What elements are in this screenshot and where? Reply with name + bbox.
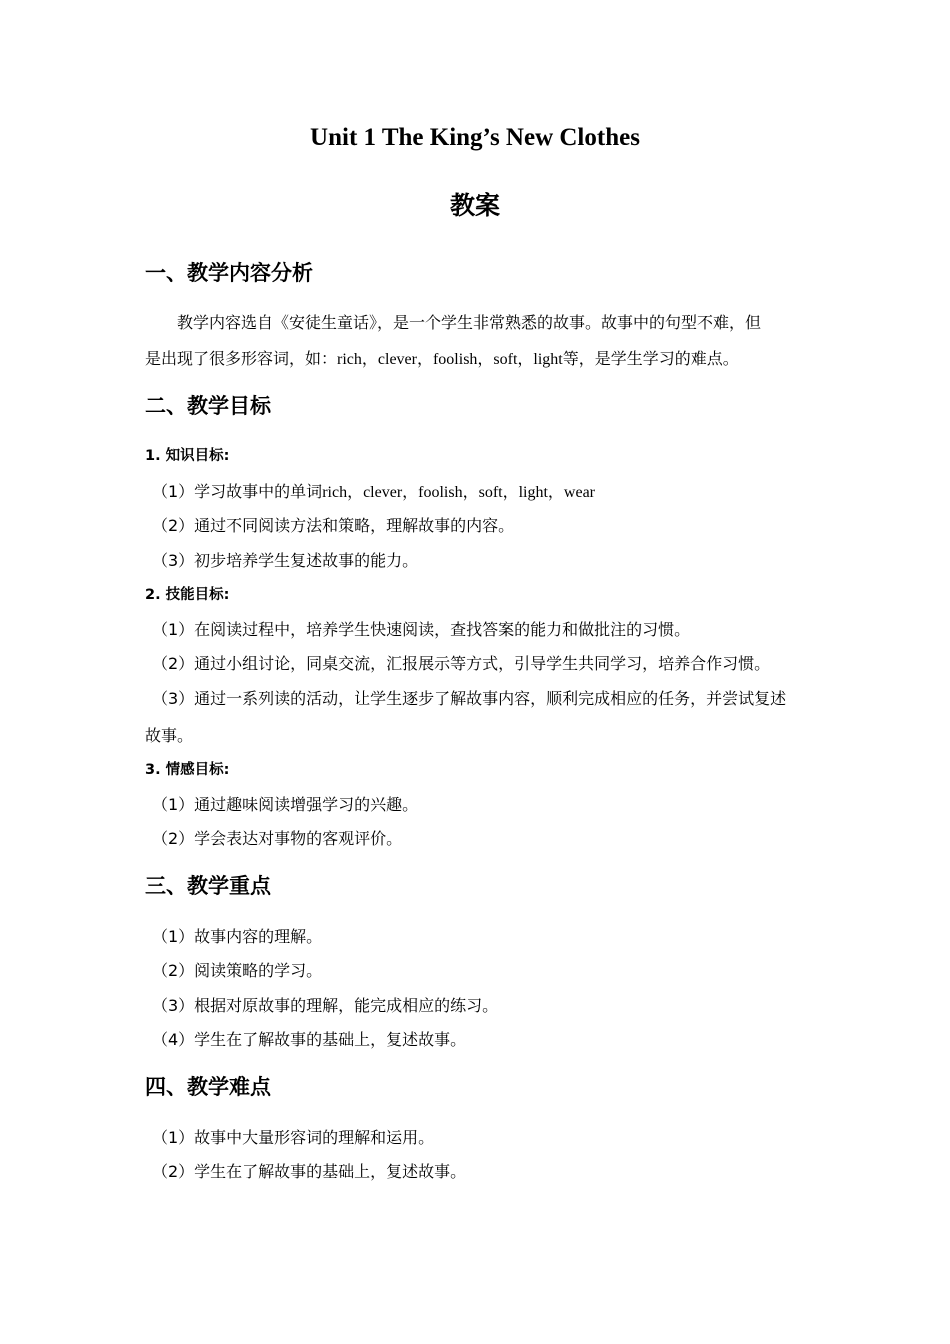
list-item: （1）故事内容的理解。 bbox=[152, 927, 323, 946]
list-item: （2）通过不同阅读方法和策略，理解故事的内容。 bbox=[152, 516, 515, 535]
section-heading-content-analysis: 一、教学内容分析 bbox=[145, 261, 313, 285]
list-item: （1）故事中大量形容词的理解和运用。 bbox=[152, 1128, 435, 1147]
list-item: （1）通过趣味阅读增强学习的兴趣。 bbox=[152, 795, 419, 814]
list-item: （3）初步培养学生复述故事的能力。 bbox=[152, 551, 419, 570]
list-item: （3）根据对原故事的理解，能完成相应的练习。 bbox=[152, 996, 499, 1015]
subheading-skills: 2. 技能目标: bbox=[145, 587, 230, 603]
list-item: （2）学会表达对事物的客观评价。 bbox=[152, 829, 403, 848]
list-item-text: （1）学习故事中的单词 bbox=[152, 482, 323, 501]
list-item bbox=[152, 479, 595, 502]
list-item: （1）在阅读过程中，培养学生快速阅读，查找答案的能力和做批注的习惯。 bbox=[152, 620, 691, 639]
list-item: （4）学生在了解故事的基础上，复述故事。 bbox=[152, 1030, 467, 1049]
section-heading-key-points: 三、教学重点 bbox=[145, 874, 271, 898]
document-subtitle: 教案 bbox=[449, 191, 500, 220]
list-item: （2）学生在了解故事的基础上，复述故事。 bbox=[152, 1162, 467, 1181]
paragraph-line bbox=[145, 346, 739, 369]
subheading-affective: 3. 情感目标: bbox=[145, 762, 230, 778]
section-heading-difficulties: 四、教学难点 bbox=[145, 1075, 271, 1099]
subheading-knowledge: 1. 知识目标: bbox=[145, 448, 230, 464]
paragraph-text: 等，是学生学习的难点。 bbox=[562, 349, 739, 368]
document-title: Unit 1 The King’s New Clothes bbox=[310, 124, 640, 151]
list-item: （3）通过一系列读的活动，让学生逐步了解故事内容，顺利完成相应的任务，并尝试复述 bbox=[152, 689, 787, 708]
paragraph-line: 教学内容选自《安徒生童话》，是一个学生非常熟悉的故事。故事中的句型不难，但 bbox=[177, 313, 762, 332]
list-item-english-words: rich，clever，foolish，soft，light，wear bbox=[322, 484, 596, 501]
list-item: （2）通过小组讨论，同桌交流，汇报展示等方式，引导学生共同学习，培养合作习惯。 bbox=[152, 654, 771, 673]
paragraph-english-words: rich，clever，foolish，soft，light bbox=[337, 351, 563, 368]
list-item: （2）阅读策略的学习。 bbox=[152, 961, 323, 980]
section-heading-objectives: 二、教学目标 bbox=[145, 394, 271, 418]
paragraph-text: 是出现了很多形容词，如： bbox=[145, 349, 338, 368]
list-item-continuation: 故事。 bbox=[145, 726, 194, 745]
